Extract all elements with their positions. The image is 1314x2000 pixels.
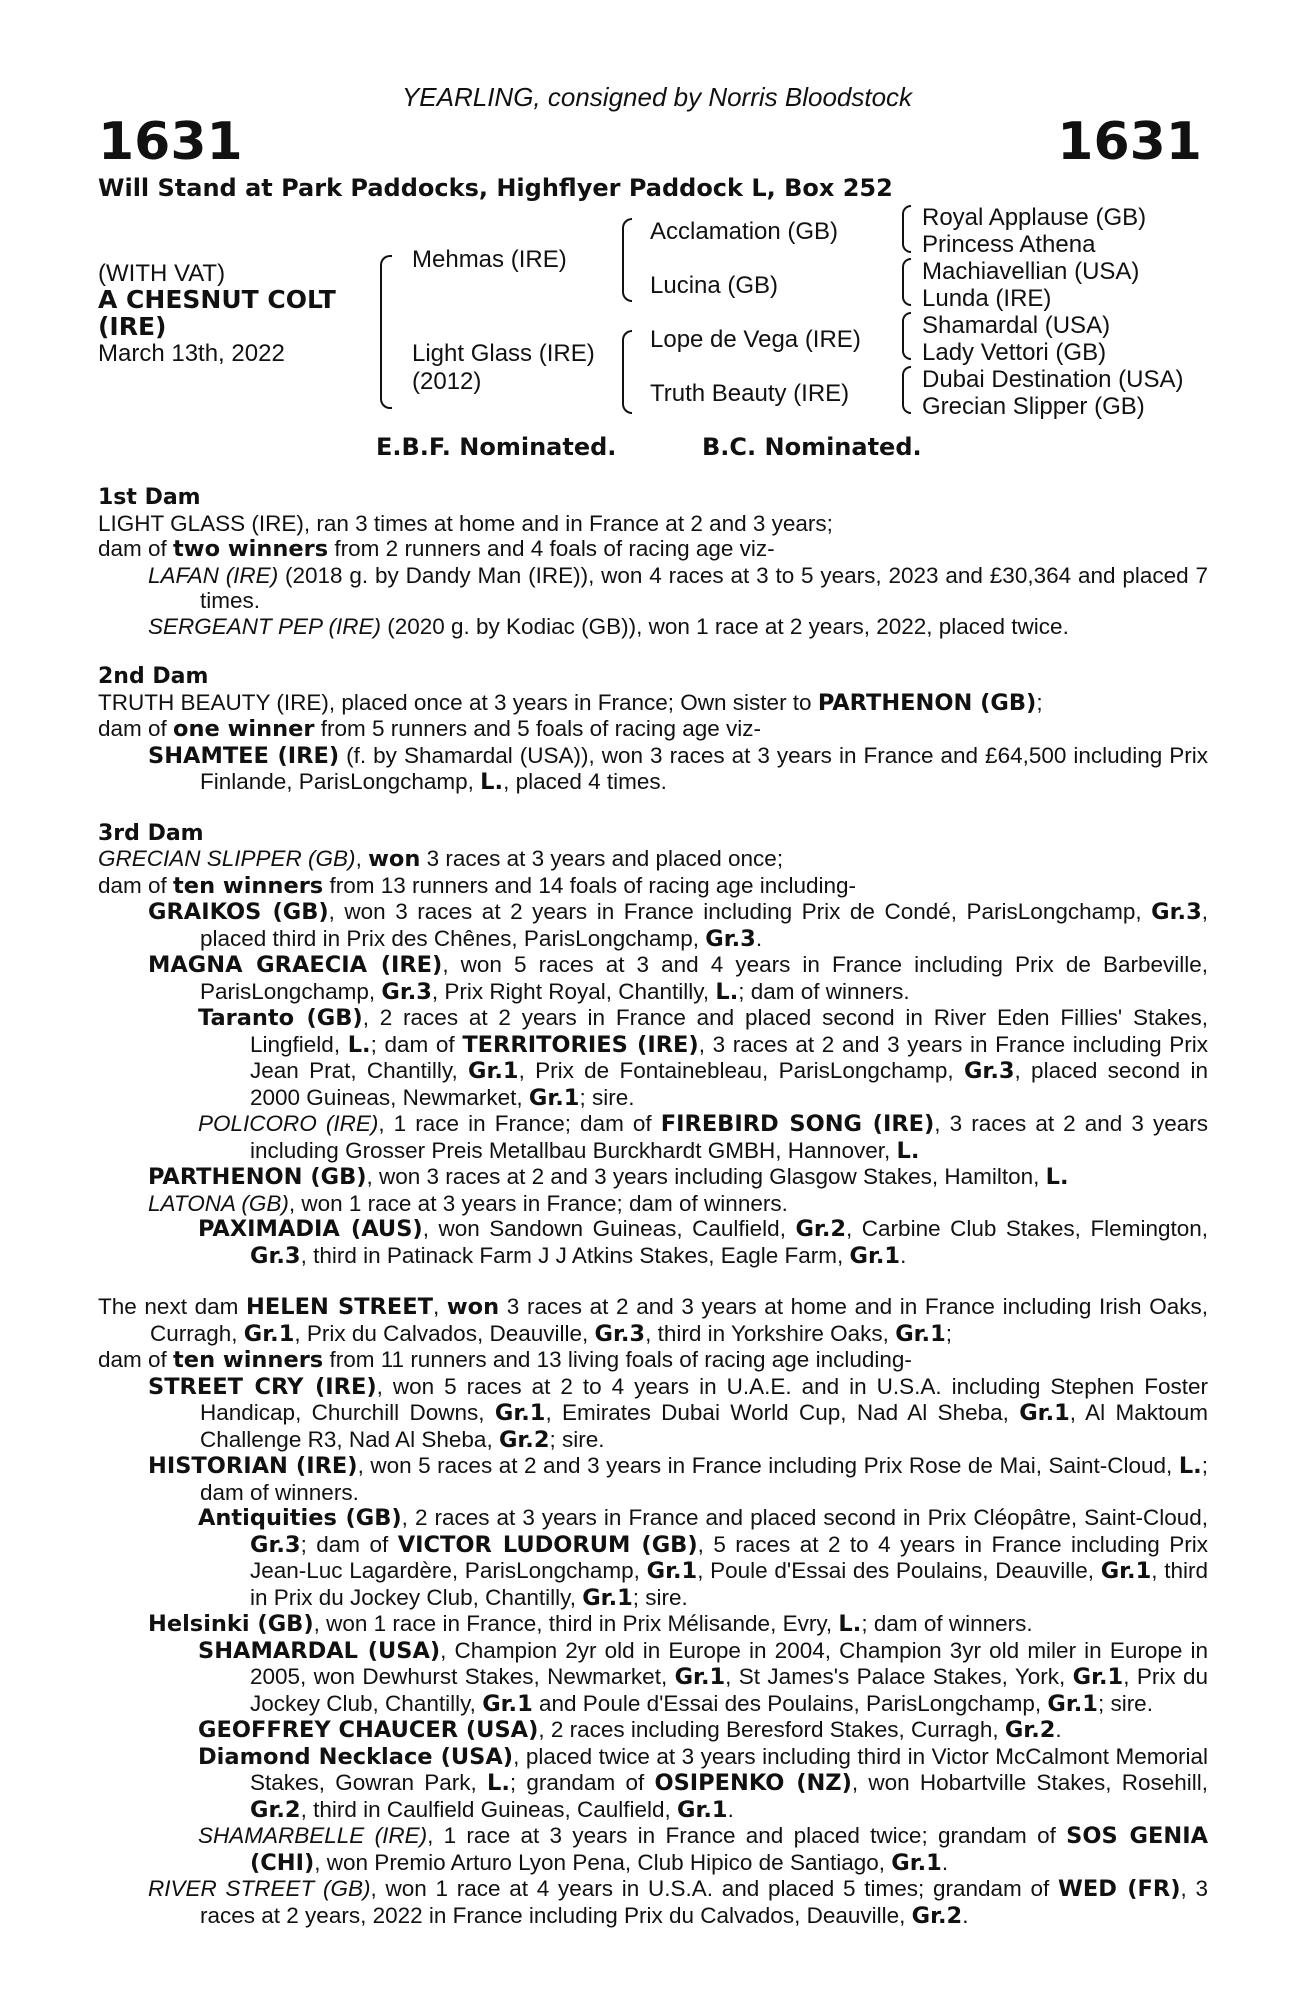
pedigree-sire-sire: Acclamation (GB) bbox=[650, 218, 839, 245]
second-dam-produce-1: SHAMTEE (IRE) (f. by Shamardal (USA)), won 3 races at 3 years in France and £64,500 including Prix Finlande, ParisLongchamp, L., placed 4 times. bbox=[148, 742, 1208, 795]
pedigree-ss-sire: Royal Applause (GB) bbox=[922, 204, 1147, 231]
lot-number-left: 1631 bbox=[98, 112, 243, 172]
second-dam-text: TRUTH BEAUTY (IRE), placed once at 3 years in France; Own sister to PARTHENON (GB); bbox=[98, 689, 1043, 716]
first-dam-produce-2: SERGEANT PEP (IRE) (2020 g. by Kodiac (GB)), won 1 race at 2 years, 2022, placed twice. bbox=[148, 613, 1069, 639]
pedigree-sire-dam: Lucina (GB) bbox=[650, 272, 779, 299]
third-dam-produce-3: PARTHENON (GB), won 3 races at 2 and 3 years including Glasgow Stakes, Hamilton, L. bbox=[148, 1164, 1069, 1190]
pedigree-dam-sire: Lope de Vega (IRE) bbox=[650, 326, 861, 353]
next-dam-produce-1: STREET CRY (IRE), won 5 races at 2 to 4 years in U.A.E. and in U.S.A. including Stephen Foster Handicap, Churchill Downs, Gr.1, Emirates Dubai World Cup, Nad Al Sheba, Gr.1, Al Maktoum Challenge R3, Nad Al Sheba, Gr.2; sire. bbox=[148, 1373, 1209, 1453]
pedigree-brace-3 bbox=[902, 312, 911, 360]
next-dam-produce-intro: dam of ten winners from 11 runners and 13 living foals of racing age including- bbox=[98, 1347, 912, 1373]
third-dam-produce-1: GRAIKOS (GB), won 3 races at 2 years in France including Prix de Condé, ParisLongchamp, Gr.3, placed third in Prix des Chênes, ParisLongchamp, Gr.3. bbox=[148, 899, 1208, 952]
lot-number-right: 1631 bbox=[1057, 112, 1202, 172]
pedigree-ss-dam: Princess Athena bbox=[922, 231, 1096, 258]
first-dam-heading: 1st Dam bbox=[98, 485, 201, 510]
horse-name-country: (IRE) bbox=[98, 312, 167, 341]
third-dam-heading: 3rd Dam bbox=[98, 820, 204, 846]
foaling-date: March 13th, 2022 bbox=[98, 340, 285, 367]
first-dam-produce-intro: dam of two winners from 2 runners and 4 foals of racing age viz- bbox=[98, 536, 775, 562]
third-dam-produce-2a: Taranto (GB), 2 races at 2 years in France and placed second in River Eden Fillies' Stakes, Lingfield, L.; dam of TERRITORIES (IRE), 3 races at 2 and 3 years in France including Prix Jean Prat, Chantilly, Gr.1, Prix de Fontainebleau, ParisLongchamp, Gr.3, placed second in 2000 Guineas, Newmarket, Gr.1; sire. bbox=[198, 1005, 1208, 1111]
third-dam-text: GRECIAN SLIPPER (GB), won 3 races at 3 years and placed once; bbox=[98, 846, 784, 872]
horse-name: A CHESNUT COLT bbox=[98, 285, 336, 314]
pedigree-brace-4 bbox=[902, 366, 911, 414]
pedigree-dam-year: (2012) bbox=[412, 368, 482, 395]
next-dam-text: The next dam HELEN STREET, won 3 races at 2 and 3 years at home and in France including Irish Oaks, Curragh, Gr.1, Prix du Calvados, Deauville, Gr.3, third in Yorkshire Oaks, Gr.1; bbox=[98, 1294, 1208, 1347]
consignment-line: YEARLING, consigned by Norris Bloodstock bbox=[401, 82, 913, 112]
first-dam-text: LIGHT GLASS (IRE), ran 3 times at home and in France at 2 and 3 years; bbox=[98, 510, 833, 536]
pedigree-dd-sire: Dubai Destination (USA) bbox=[922, 366, 1184, 393]
ebf-nomination: E.B.F. Nominated. bbox=[376, 433, 617, 461]
pedigree-dam: Light Glass (IRE) bbox=[412, 340, 595, 367]
pedigree-brace-1 bbox=[902, 205, 911, 253]
pedigree-sd-dam: Lunda (IRE) bbox=[922, 285, 1052, 312]
second-dam-produce-intro: dam of one winner from 5 runners and 5 foals of racing age viz- bbox=[98, 716, 761, 742]
third-dam-produce-intro: dam of ten winners from 13 runners and 14 foals of racing age including- bbox=[98, 872, 857, 899]
first-dam-produce-1: LAFAN (IRE) (2018 g. by Dandy Man (IRE)), won 4 races at 3 to 5 years, 2023 and £30,364 and placed 7 times. bbox=[148, 562, 1208, 613]
third-dam-produce-4a: PAXIMADIA (AUS), won Sandown Guineas, Caulfield, Gr.2, Carbine Club Stakes, Flemington, Gr.3, third in Patinack Farm J J Atkins Stakes, Eagle Farm, Gr.1. bbox=[198, 1216, 1208, 1269]
next-dam-produce-3b: GEOFFREY CHAUCER (USA), 2 races including Beresford Stakes, Curragh, Gr.2. bbox=[198, 1717, 1062, 1743]
pedigree-sd-sire: Machiavellian (USA) bbox=[922, 258, 1140, 285]
third-dam-produce-2: MAGNA GRAECIA (IRE), won 5 races at 3 and 4 years in France including Prix de Barbeville, ParisLongchamp, Gr.3, Prix Right Royal, Chantilly, L.; dam of winners. bbox=[148, 952, 1208, 1005]
vat-label: (WITH VAT) bbox=[98, 260, 226, 287]
dam-sections bbox=[98, 485, 1208, 1929]
second-dam-heading: 2nd Dam bbox=[98, 664, 209, 689]
pedigree-brace-2 bbox=[902, 258, 911, 306]
next-dam-produce-3: Helsinki (GB), won 1 race in France, third in Prix Mélisande, Evry, L.; dam of winners. bbox=[148, 1611, 1033, 1637]
next-dam-produce-3d: SHAMARBELLE (IRE), 1 race at 3 years in France and placed twice; grandam of SOS GENIA (CHI), won Premio Arturo Lyon Pena, Club Hipico de Santiago, Gr.1. bbox=[198, 1823, 1209, 1876]
next-dam-produce-3c: Diamond Necklace (USA), placed twice at 3 years including third in Victor McCalmont Memorial Stakes, Gowran Park, L.; grandam of OSIPENKO (NZ), won Hobartville Stakes, Rosehill, Gr.2, third in Caulfield Guineas, Caulfield, Gr.1. bbox=[198, 1743, 1208, 1823]
next-dam-produce-2: HISTORIAN (IRE), won 5 races at 2 and 3 years in France including Prix Rose de Mai, Saint-Cloud, L.; dam of winners. bbox=[148, 1453, 1208, 1505]
stand-location: Will Stand at Park Paddocks, Highflyer Paddock L, Box 252 bbox=[98, 174, 893, 202]
next-dam-produce-2a: Antiquities (GB), 2 races at 3 years in France and placed second in Prix Cléopâtre, Saint-Cloud, Gr.3; dam of VICTOR LUDORUM (GB), 5 races at 2 to 4 years in France including Prix Jean-Luc Lagardère, ParisLongchamp, Gr.1, Poule d'Essai des Poulains, Deauville, Gr.1, third in Prix du Jockey Club, Chantilly, Gr.1; sire. bbox=[198, 1505, 1209, 1611]
next-dam-produce-4: RIVER STREET (GB), won 1 race at 4 years in U.S.A. and placed 5 times; grandam of WED (FR), 3 races at 2 years, 2022 in France including Prix du Calvados, Deauville, Gr.2. bbox=[148, 1876, 1208, 1929]
pedigree-ds-dam: Lady Vettori (GB) bbox=[922, 339, 1107, 366]
pedigree-brace-sire bbox=[622, 218, 632, 302]
pedigree-dd-dam: Grecian Slipper (GB) bbox=[922, 393, 1145, 420]
bc-nomination: B.C. Nominated. bbox=[702, 433, 922, 461]
pedigree-sire: Mehmas (IRE) bbox=[412, 246, 567, 273]
next-dam-produce-3a: SHAMARDAL (USA), Champion 2yr old in Europe in 2004, Champion 3yr old miler in Europe in 2005, won Dewhurst Stakes, Newmarket, Gr.1, St James's Palace Stakes, York, Gr.1, Prix du Jockey Club, Chantilly, Gr.1 and Poule d'Essai des Poulains, ParisLongchamp, Gr.1; sire. bbox=[198, 1637, 1209, 1717]
pedigree-dam-dam: Truth Beauty (IRE) bbox=[650, 380, 850, 407]
third-dam-produce-2b: POLICORO (IRE), 1 race in France; dam of FIREBIRD SONG (IRE), 3 races at 2 and 3 years including Grosser Preis Metallbau Burckhardt GMBH, Hannover, L. bbox=[198, 1111, 1208, 1164]
pedigree-ds-sire: Shamardal (USA) bbox=[922, 312, 1111, 339]
pedigree-brace-dam bbox=[622, 330, 632, 414]
pedigree-brace-main bbox=[380, 255, 392, 409]
third-dam-produce-4: LATONA (GB), won 1 race at 3 years in France; dam of winners. bbox=[148, 1190, 788, 1216]
